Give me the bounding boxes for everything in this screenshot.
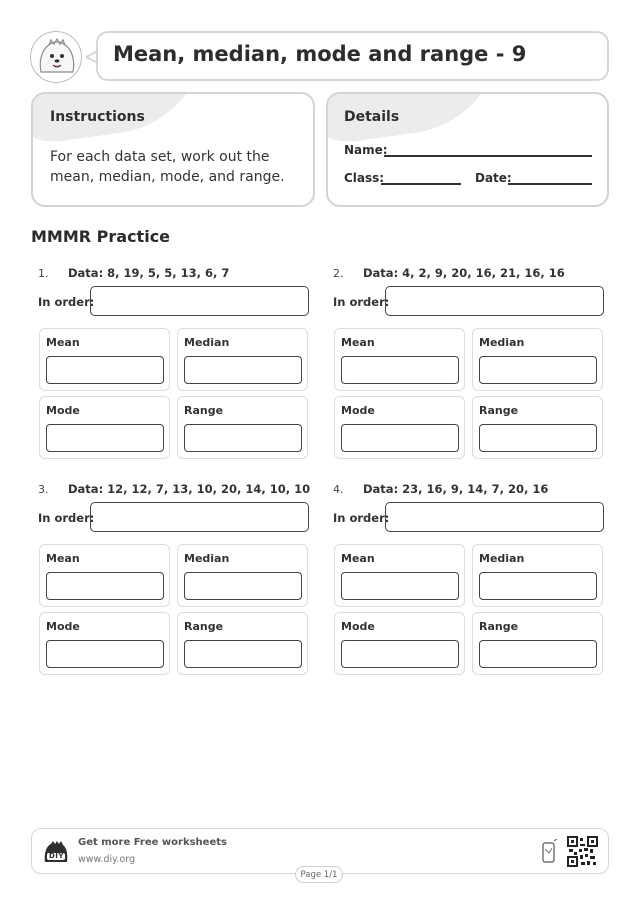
mean-input[interactable] bbox=[46, 572, 164, 600]
median-label: Median bbox=[479, 552, 525, 565]
mean-input[interactable] bbox=[46, 356, 164, 384]
median-label: Median bbox=[184, 336, 230, 349]
problem-data: Data: 12, 12, 7, 13, 10, 20, 14, 10, 10 bbox=[68, 482, 311, 496]
problem-data: Data: 8, 19, 5, 5, 13, 6, 7 bbox=[68, 266, 230, 280]
footer-url[interactable]: www.diy.org bbox=[78, 854, 135, 865]
mode-cell bbox=[39, 612, 170, 675]
mode-cell bbox=[334, 612, 465, 675]
mean-input[interactable] bbox=[341, 572, 459, 600]
problem-number: 2. bbox=[333, 267, 344, 280]
problem-number: 1. bbox=[38, 267, 49, 280]
range-label: Range bbox=[184, 404, 224, 417]
median-input[interactable] bbox=[184, 572, 302, 600]
range-input[interactable] bbox=[479, 640, 597, 668]
mode-input[interactable] bbox=[46, 424, 164, 452]
median-input[interactable] bbox=[184, 356, 302, 384]
in-order-input[interactable] bbox=[385, 502, 604, 532]
in-order-input[interactable] bbox=[90, 502, 309, 532]
mode-input[interactable] bbox=[341, 640, 459, 668]
diy-logo-icon bbox=[42, 838, 70, 866]
range-input[interactable] bbox=[479, 424, 597, 452]
range-label: Range bbox=[479, 620, 519, 633]
page-indicator: Page 1/1 bbox=[295, 866, 343, 883]
problem-2 bbox=[326, 267, 596, 457]
median-cell bbox=[177, 328, 308, 391]
range-label: Range bbox=[479, 404, 519, 417]
date-label: Date: bbox=[475, 171, 512, 185]
page-title: Mean, median, mode and range - 9 bbox=[113, 42, 527, 66]
mean-input[interactable] bbox=[341, 356, 459, 384]
median-cell bbox=[177, 544, 308, 607]
range-label: Range bbox=[184, 620, 224, 633]
instructions-card bbox=[31, 92, 315, 207]
problem-3 bbox=[31, 482, 311, 673]
median-label: Median bbox=[479, 336, 525, 349]
phone-icon bbox=[542, 839, 558, 865]
range-cell bbox=[177, 612, 308, 675]
range-cell bbox=[177, 396, 308, 459]
footer-promo: Get more Free worksheets bbox=[78, 837, 227, 848]
mean-label: Mean bbox=[46, 336, 80, 349]
mean-cell bbox=[39, 544, 170, 607]
mean-cell bbox=[39, 328, 170, 391]
mode-label: Mode bbox=[46, 404, 80, 417]
class-field[interactable] bbox=[381, 183, 461, 185]
median-input[interactable] bbox=[479, 356, 597, 384]
details-heading: Details bbox=[344, 109, 400, 125]
yeti-mascot-icon bbox=[30, 31, 82, 83]
class-label: Class: bbox=[344, 171, 385, 185]
in-order-label: In order: bbox=[333, 295, 390, 309]
problem-data: Data: 23, 16, 9, 14, 7, 20, 16 bbox=[363, 482, 549, 496]
mode-label: Mode bbox=[341, 620, 375, 633]
in-order-label: In order: bbox=[38, 511, 95, 525]
details-card bbox=[326, 92, 609, 207]
diy-logo-text: DIY bbox=[49, 852, 64, 860]
mode-cell bbox=[334, 396, 465, 459]
mean-label: Mean bbox=[46, 552, 80, 565]
mean-cell bbox=[334, 328, 465, 391]
median-cell bbox=[472, 328, 603, 391]
problem-number: 3. bbox=[38, 483, 49, 496]
problem-4 bbox=[326, 483, 596, 673]
problem-number: 4. bbox=[333, 483, 344, 496]
qr-code-icon[interactable] bbox=[567, 836, 598, 867]
mode-label: Mode bbox=[46, 620, 80, 633]
mean-label: Mean bbox=[341, 336, 375, 349]
median-input[interactable] bbox=[479, 572, 597, 600]
name-field[interactable] bbox=[384, 155, 592, 157]
in-order-label: In order: bbox=[38, 295, 95, 309]
instructions-heading: Instructions bbox=[50, 109, 145, 125]
problem-data: Data: 4, 2, 9, 20, 16, 21, 16, 16 bbox=[363, 266, 565, 280]
mode-input[interactable] bbox=[341, 424, 459, 452]
mean-cell bbox=[334, 544, 465, 607]
section-title: MMMR Practice bbox=[31, 227, 171, 246]
range-cell bbox=[472, 612, 603, 675]
date-field[interactable] bbox=[508, 183, 592, 185]
mean-label: Mean bbox=[341, 552, 375, 565]
range-input[interactable] bbox=[184, 424, 302, 452]
mode-input[interactable] bbox=[46, 640, 164, 668]
instructions-text: For each data set, work out the mean, median, mode, and range. bbox=[50, 149, 285, 185]
mode-label: Mode bbox=[341, 404, 375, 417]
median-label: Median bbox=[184, 552, 230, 565]
in-order-input[interactable] bbox=[90, 286, 309, 316]
problem-1 bbox=[31, 267, 301, 457]
median-cell bbox=[472, 544, 603, 607]
in-order-label: In order: bbox=[333, 511, 390, 525]
name-label: Name: bbox=[344, 143, 388, 157]
range-input[interactable] bbox=[184, 640, 302, 668]
mode-cell bbox=[39, 396, 170, 459]
range-cell bbox=[472, 396, 603, 459]
in-order-input[interactable] bbox=[385, 286, 604, 316]
